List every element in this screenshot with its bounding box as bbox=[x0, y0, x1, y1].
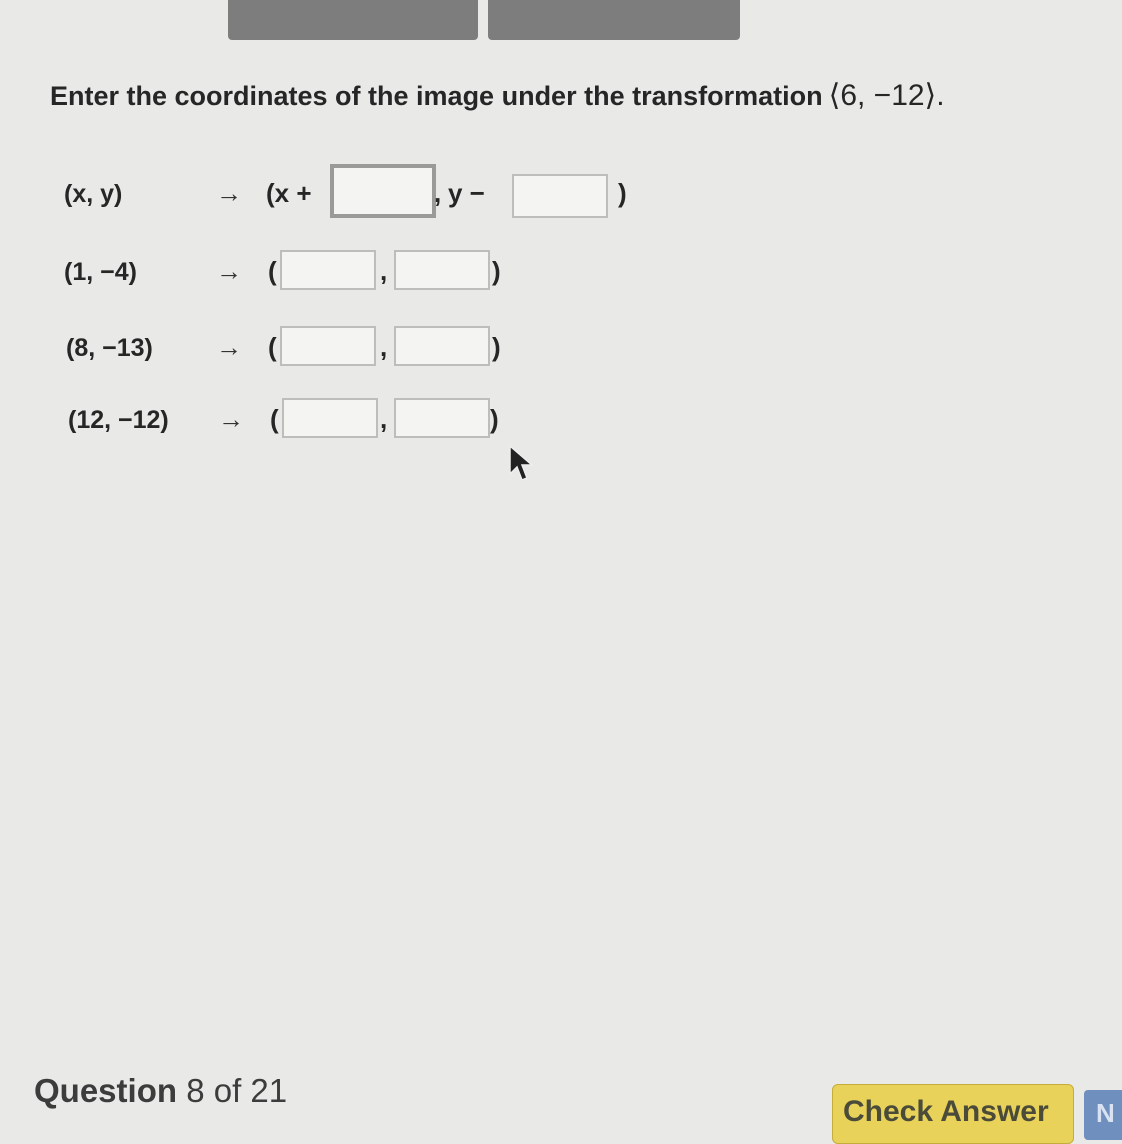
arrow-icon: → bbox=[216, 332, 242, 362]
arrow-icon: → bbox=[216, 256, 242, 286]
mouse-cursor-icon bbox=[508, 444, 536, 484]
image-x-input[interactable] bbox=[280, 250, 376, 290]
point-lhs: (8, −13) bbox=[66, 334, 153, 362]
tab-step-by-step[interactable] bbox=[488, 0, 740, 40]
arrow-icon: → bbox=[218, 404, 244, 434]
image-y-input[interactable] bbox=[394, 398, 490, 438]
tab-example[interactable] bbox=[228, 0, 478, 40]
check-answer-button[interactable]: Check Answer bbox=[832, 1084, 1074, 1144]
arrow-icon: → bbox=[216, 178, 242, 208]
comma: , bbox=[380, 256, 388, 286]
open-paren: ( bbox=[268, 332, 277, 362]
rule-y-minus: y − bbox=[448, 178, 485, 208]
open-paren: ( bbox=[270, 404, 279, 434]
rule-lhs: (x, y) bbox=[64, 180, 123, 208]
image-y-input[interactable] bbox=[394, 250, 490, 290]
close-paren: ) bbox=[492, 256, 501, 286]
rule-close-paren: ) bbox=[618, 178, 627, 208]
rule-y-input[interactable] bbox=[512, 174, 608, 218]
rule-x-plus: (x + bbox=[266, 178, 312, 208]
next-button[interactable]: N bbox=[1084, 1090, 1122, 1140]
open-paren: ( bbox=[268, 256, 277, 286]
comma: , bbox=[380, 332, 388, 362]
translation-vector: ⟨6, −12⟩. bbox=[828, 79, 945, 112]
point-lhs: (1, −4) bbox=[64, 258, 137, 286]
close-paren: ) bbox=[490, 404, 499, 434]
comma: , bbox=[380, 404, 388, 434]
close-paren: ) bbox=[492, 332, 501, 362]
question-word: Question bbox=[34, 1072, 178, 1109]
image-x-input[interactable] bbox=[280, 326, 376, 366]
question-counter bbox=[34, 1072, 287, 1110]
point-lhs: (12, −12) bbox=[68, 406, 169, 434]
question-prompt bbox=[50, 78, 1110, 113]
image-x-input[interactable] bbox=[282, 398, 378, 438]
question-number: 8 bbox=[186, 1072, 205, 1109]
question-total: of 21 bbox=[213, 1072, 288, 1109]
rule-x-input[interactable] bbox=[330, 164, 436, 218]
image-y-input[interactable] bbox=[394, 326, 490, 366]
prompt-text: Enter the coordinates of the image under the transformation bbox=[50, 81, 823, 111]
